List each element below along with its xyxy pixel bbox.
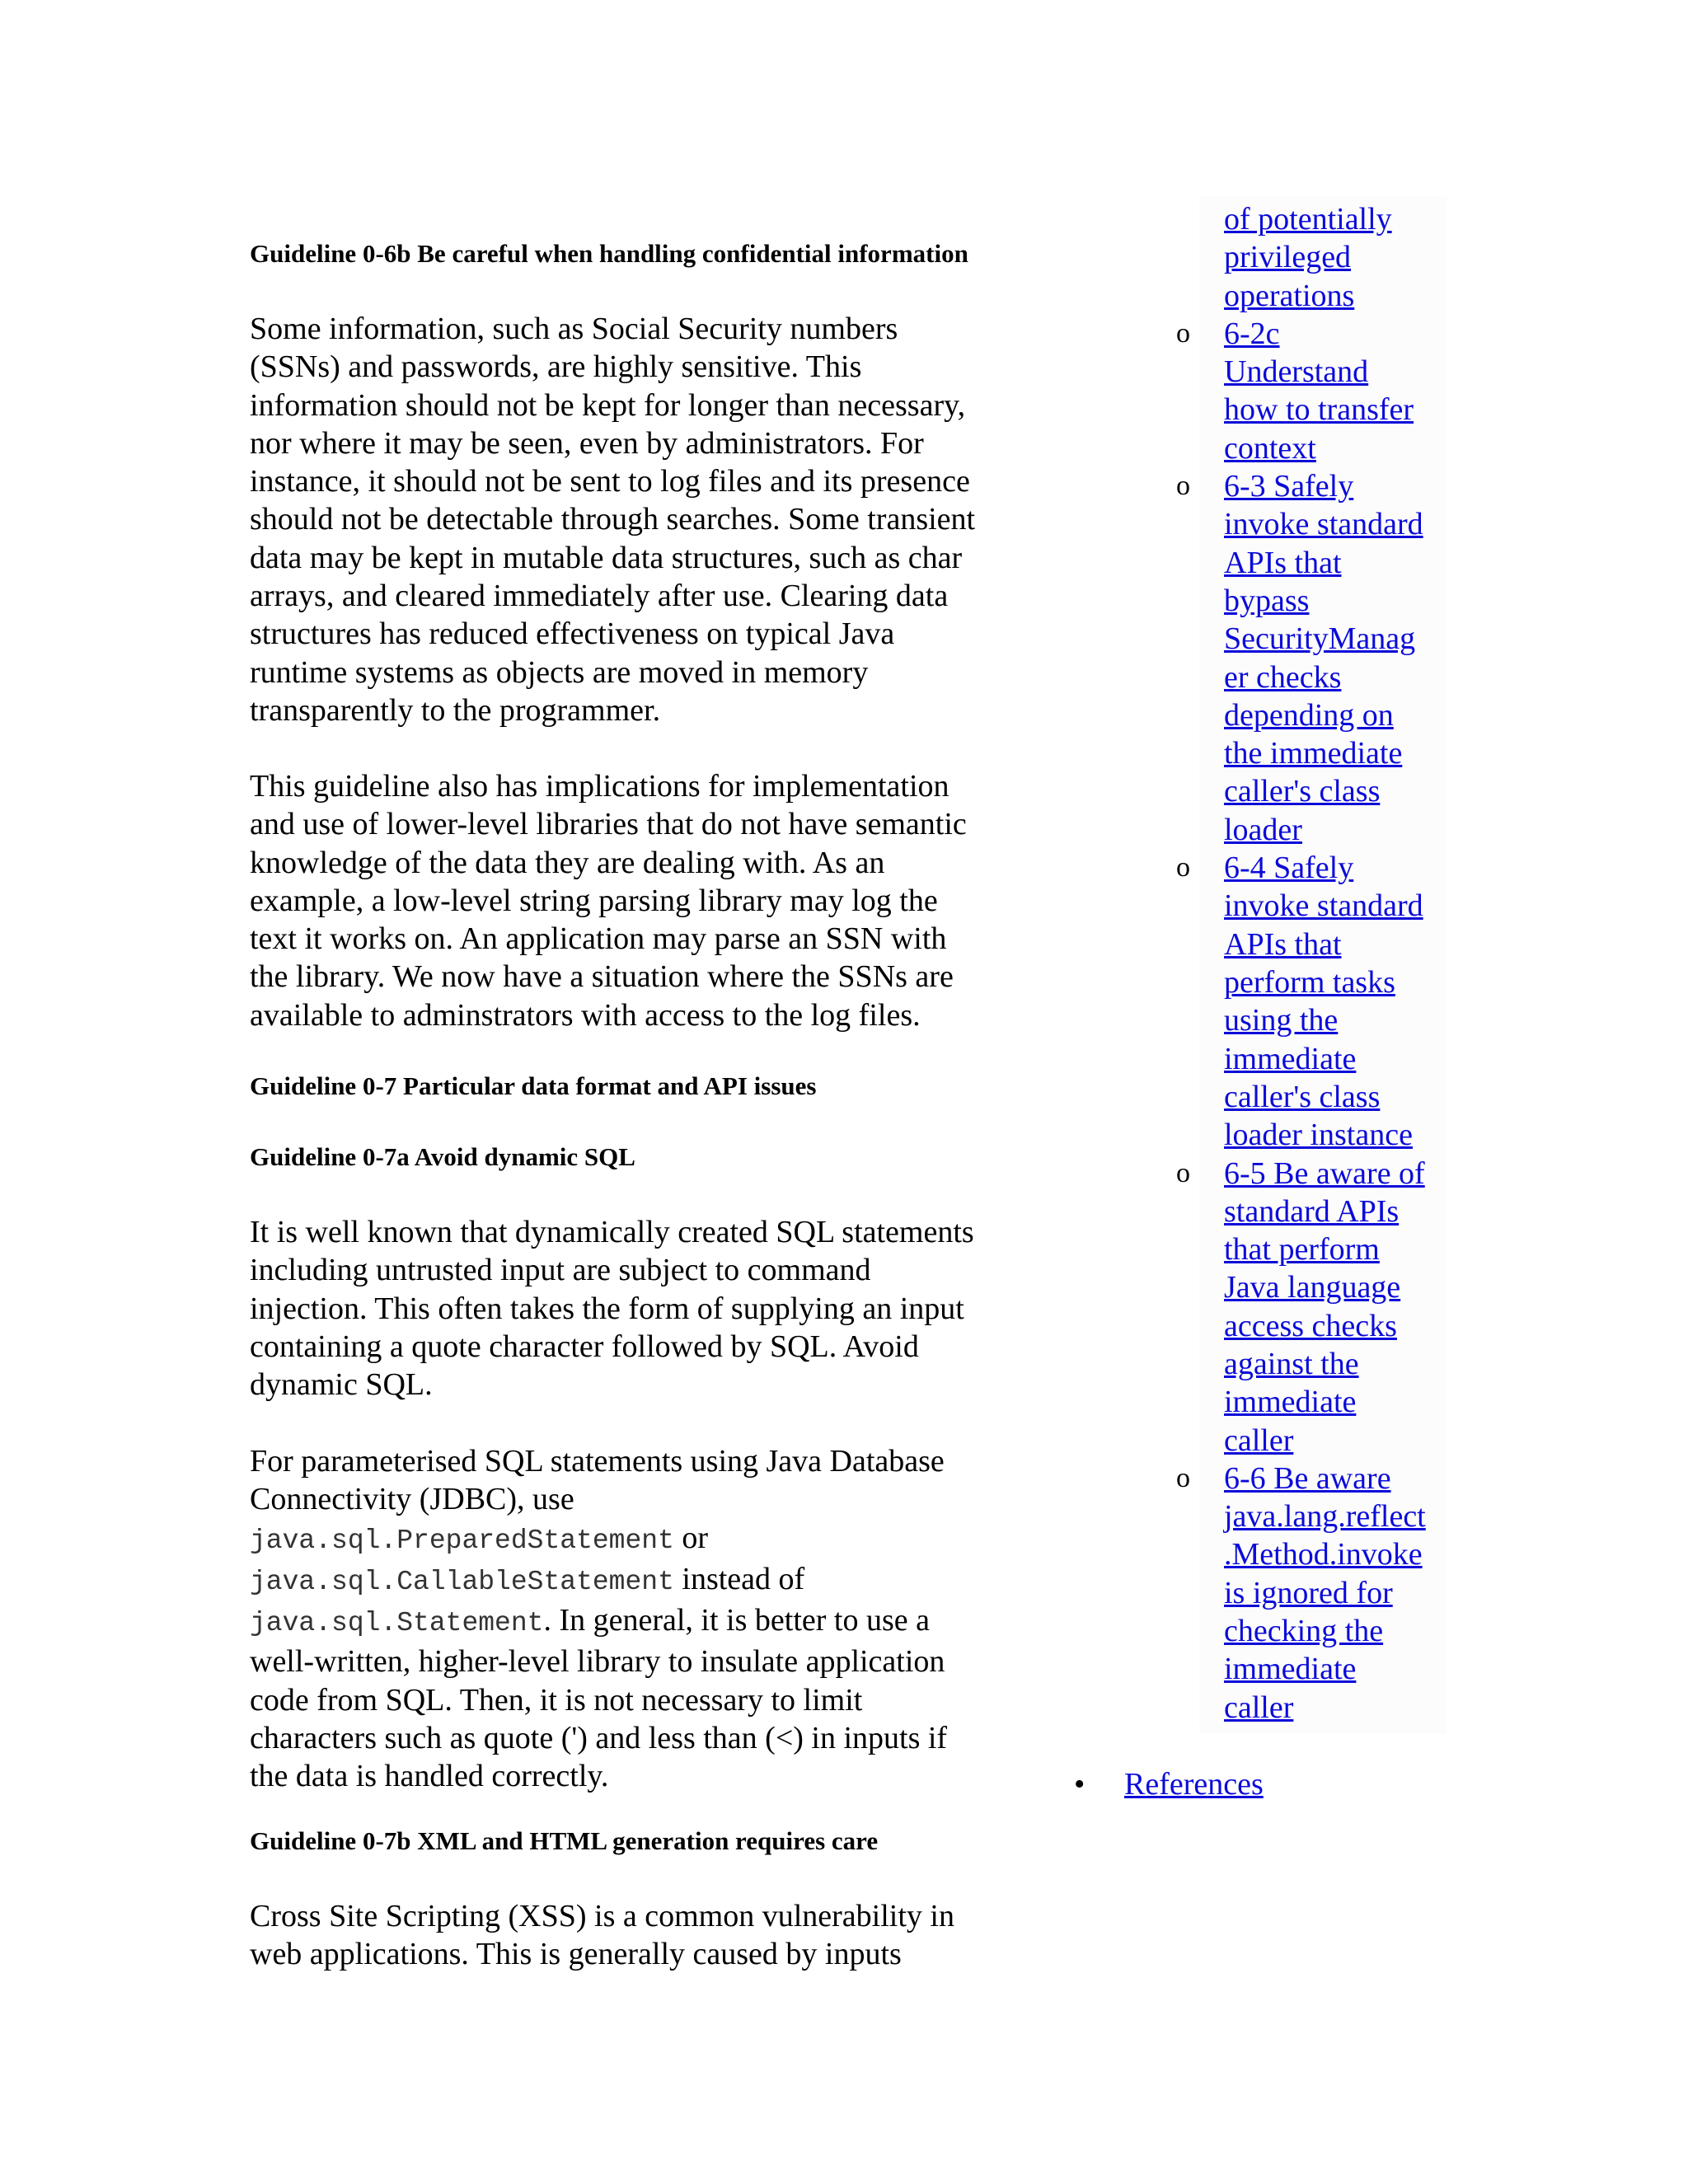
toc-link[interactable] [1224,467,1423,849]
toc-link-continuation[interactable] [1224,200,1392,315]
text-line: dynamic SQL. [250,1367,433,1403]
text-line: nor where it may be seen, even by administrators. For [250,425,924,461]
toc-item-references[interactable] [1124,1765,1264,1803]
toc-link-line[interactable]: immediate [1224,1041,1357,1076]
toc-link-line[interactable]: 6-3 Safely [1224,469,1354,504]
toc-link-line[interactable]: against the [1224,1346,1359,1381]
text-line: the library. We now have a situation where the SSNs are [250,959,954,995]
code-callable-statement: java.sql.CallableStatement [250,1566,674,1597]
text-line: and use of lower-level libraries that do not have semantic [250,807,967,842]
toc-link-line[interactable]: invoke standard [1224,888,1423,924]
text-fragment: or [673,1520,709,1555]
text-line [250,1601,947,1643]
code-prepared-statement: java.sql.PreparedStatement [250,1525,674,1556]
toc-link-line[interactable]: is ignored for [1224,1575,1393,1610]
text-line: the data is handled correctly. [250,1759,609,1794]
text-line: characters such as quote (') and less than (<) in inputs if [250,1721,948,1756]
toc-link-line[interactable]: perform tasks [1224,964,1395,1000]
text-line: web applications. This is generally caused by inputs [250,1937,902,1972]
toc-link-line[interactable]: standard APIs [1224,1193,1400,1229]
text-line: well-written, higher-level library to insulate application [250,1644,945,1680]
text-line: Cross Site Scripting (XSS) is a common vulnerability in [250,1899,954,1933]
paragraph-confidential-info [250,310,975,729]
text-line: should not be detectable through searches. Some transient [250,502,976,537]
toc-item[interactable] [1176,1155,1425,1460]
heading-0-6b: Guideline 0-6b Be careful when handling confidential information [250,239,968,268]
text-fragment: . In general, it is better to use a [543,1603,930,1638]
toc-link-line[interactable]: caller [1224,1422,1294,1458]
circle-bullet-icon: o [1176,317,1190,349]
text-line: structures has reduced effectiveness on typical Java [250,616,895,652]
toc-item-continuation[interactable] [1224,200,1392,315]
toc-link-line[interactable]: that perform [1224,1232,1380,1268]
toc-link-line[interactable]: 6-6 Be aware [1224,1460,1391,1496]
toc-link-line[interactable]: 6-2c [1224,316,1280,351]
text-line: including untrusted input are subject to command [250,1253,871,1288]
toc-link-line[interactable]: 6-5 Be aware of [1224,1155,1425,1191]
text-line: runtime systems as objects are moved in memory [250,654,869,690]
bullet-icon: • [1074,1767,1085,1802]
toc-link-line[interactable]: of potentially [1224,202,1392,237]
toc-item[interactable] [1176,467,1423,849]
toc-item[interactable] [1176,849,1423,1154]
toc-link-line[interactable]: invoke standard [1224,507,1423,542]
text-line: Connectivity (JDBC), use [250,1482,574,1517]
text-line [250,1560,947,1601]
paragraph-dynamic-sql [250,1213,974,1404]
text-line: arrays, and cleared immediately after use. Clearing data [250,579,949,614]
text-line: text it works on. An application may parse an SSN with [250,921,947,957]
text-line: It is well known that dynamically created SQL statements [250,1215,974,1249]
text-line: transparently to the programmer. [250,692,661,728]
text-line: Some information, such as Social Security numbers [250,312,898,346]
circle-bullet-icon: o [1176,1462,1190,1493]
toc-link-line[interactable]: Java language [1224,1270,1401,1305]
text-line [250,1519,947,1560]
toc-link-line[interactable]: immediate [1224,1652,1357,1687]
text-line: This guideline also has implications for implementation [250,769,950,804]
toc-link-line[interactable]: APIs that [1224,545,1342,580]
toc-link-line[interactable]: loader [1224,812,1302,847]
toc-link[interactable] [1224,1460,1426,1727]
toc-link-line[interactable]: 6-4 Safely [1224,851,1354,886]
toc-item[interactable] [1176,315,1414,467]
text-line: knowledge of the data they are dealing with. As an [250,845,885,880]
toc-link-line[interactable]: caller's class [1224,774,1381,809]
heading-0-7b: Guideline 0-7b XML and HTML generation requires care [250,1826,879,1855]
text-line: data may be kept in mutable data structures, such as char [250,540,963,575]
circle-bullet-icon: o [1176,1157,1190,1188]
toc-link-line[interactable]: depending on [1224,697,1394,733]
toc-link-line[interactable]: SecurityManag [1224,621,1416,657]
toc-link-line[interactable]: loader instance [1224,1118,1413,1153]
toc-link-line[interactable]: .Method.invoke [1224,1537,1423,1572]
toc-link-line[interactable]: immediate [1224,1385,1357,1420]
circle-bullet-icon: o [1176,471,1190,502]
paragraph-implications [250,767,967,1034]
toc-link-line[interactable]: how to transfer [1224,392,1414,428]
toc-link-line[interactable]: caller's class [1224,1079,1381,1114]
text-line: available to adminstrators with access to the log files. [250,997,921,1033]
toc-link-line[interactable]: using the [1224,1003,1339,1038]
toc-link-line[interactable]: bypass [1224,583,1310,618]
toc-link-line[interactable]: the immediate [1224,736,1403,771]
toc-link-line[interactable]: er checks [1224,659,1342,695]
toc-link[interactable] [1224,1155,1425,1460]
text-line: containing a quote character followed by SQL. Avoid [250,1329,919,1364]
toc-link-line[interactable]: context [1224,430,1316,466]
toc-link[interactable] [1224,849,1423,1154]
toc-link-line[interactable]: java.lang.reflect [1224,1499,1426,1535]
toc-link-line[interactable]: access checks [1224,1308,1397,1343]
text-fragment: instead of [673,1561,805,1596]
references-link[interactable]: References [1124,1767,1264,1802]
toc-link-line[interactable]: operations [1224,278,1355,313]
text-line: code from SQL. Then, it is not necessary to limit [250,1682,863,1718]
toc-link-line[interactable]: APIs that [1224,926,1342,962]
toc-link-line[interactable]: checking the [1224,1614,1384,1649]
text-line: example, a low-level string parsing library may log the [250,883,938,918]
text-line: information should not be kept for longer than necessary, [250,387,966,423]
text-line: For parameterised SQL statements using Java Database [250,1444,945,1479]
toc-item[interactable] [1176,1460,1426,1727]
paragraph-jdbc [250,1442,947,1796]
toc-link-line[interactable]: caller [1224,1690,1294,1725]
heading-0-7a: Guideline 0-7a Avoid dynamic SQL [250,1142,635,1171]
text-line: injection. This often takes the form of supplying an input [250,1291,964,1326]
text-line: instance, it should not be sent to log files and its presence [250,464,970,499]
toc-link[interactable] [1224,315,1414,467]
code-statement: java.sql.Statement [250,1608,544,1639]
text-line: (SSNs) and passwords, are highly sensitive. This [250,349,862,385]
circle-bullet-icon: o [1176,852,1190,883]
paragraph-xss [250,1897,954,1974]
toc-link-line[interactable]: privileged [1224,240,1352,275]
toc-link-line[interactable]: Understand [1224,354,1369,390]
heading-0-7: Guideline 0-7 Particular data format and API issues [250,1071,817,1100]
